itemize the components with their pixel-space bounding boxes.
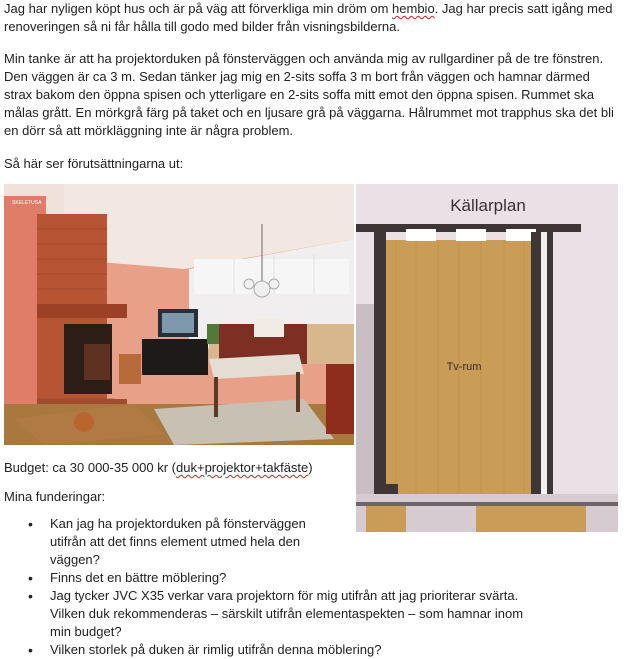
intro-paragraph bbox=[4, 0, 619, 36]
photo-watermark: SKELETUSA bbox=[12, 200, 42, 206]
floorplan-title: Källarplan bbox=[450, 196, 526, 215]
floor-plan bbox=[356, 184, 618, 532]
budget-prefix: Budget: ca 30 000-35 000 kr ( bbox=[4, 460, 177, 475]
spellcheck-word: hembio bbox=[392, 1, 435, 16]
intro-text: Jag har nyligen köpt hus och är på väg att förverkliga min dröm om bbox=[4, 1, 393, 16]
list-item: • Jag tycker JVC X35 verkar vara projektorn för mig utifrån att jag prioriterar svärta. Vilken duk rekommenderas – särskilt utifrån elementaspekten – som hamnar inom min budget? bbox=[0, 587, 540, 641]
questions-list bbox=[0, 515, 540, 659]
questions-heading: Mina funderingar: bbox=[4, 489, 106, 504]
budget-suffix: ) bbox=[308, 460, 313, 475]
plan-paragraph: Min tanke är att ha projektorduken på fönsterväggen och använda mig av rullgardiner på de tre fönstren. Den väggen är ca 3 m. Sedan tänker jag mig en 2-sits soffa 3 m bort från väggen och hamnar därmed strax bakom den öppna spisen och ytterligare en 2-sits soffa mitt emot den öppna spisen. Rummet ska målas grått. En mörkgrå färg på taket och en ljusare grå på väggarna. Hålrummet mot trapphus ska det bli en dörr så att mörkläggning inte är några problem. bbox=[4, 51, 614, 138]
budget-items: duk+projektor+takfäste bbox=[176, 460, 309, 475]
list-item: • Vilken storlek på duken är rimlig utifrån denna möblering? bbox=[0, 641, 540, 659]
conditions-line: Så här ser förutsättningarna ut: bbox=[4, 156, 184, 171]
intro-text-end: . Jag har precis satt igång med renoveringen så ni får hålla till godo med bilder från visningsbilderna. bbox=[4, 1, 613, 34]
floorplan-room-label: Tv-rum bbox=[446, 361, 482, 373]
living-room-photo bbox=[4, 184, 354, 445]
list-item: • Kan jag ha projektorduken på fönsterväggen utifrån att det finns element utmed hela den väggen? bbox=[0, 515, 325, 569]
budget-line bbox=[4, 459, 313, 477]
list-item: • Finns det en bättre möblering? bbox=[0, 569, 540, 587]
